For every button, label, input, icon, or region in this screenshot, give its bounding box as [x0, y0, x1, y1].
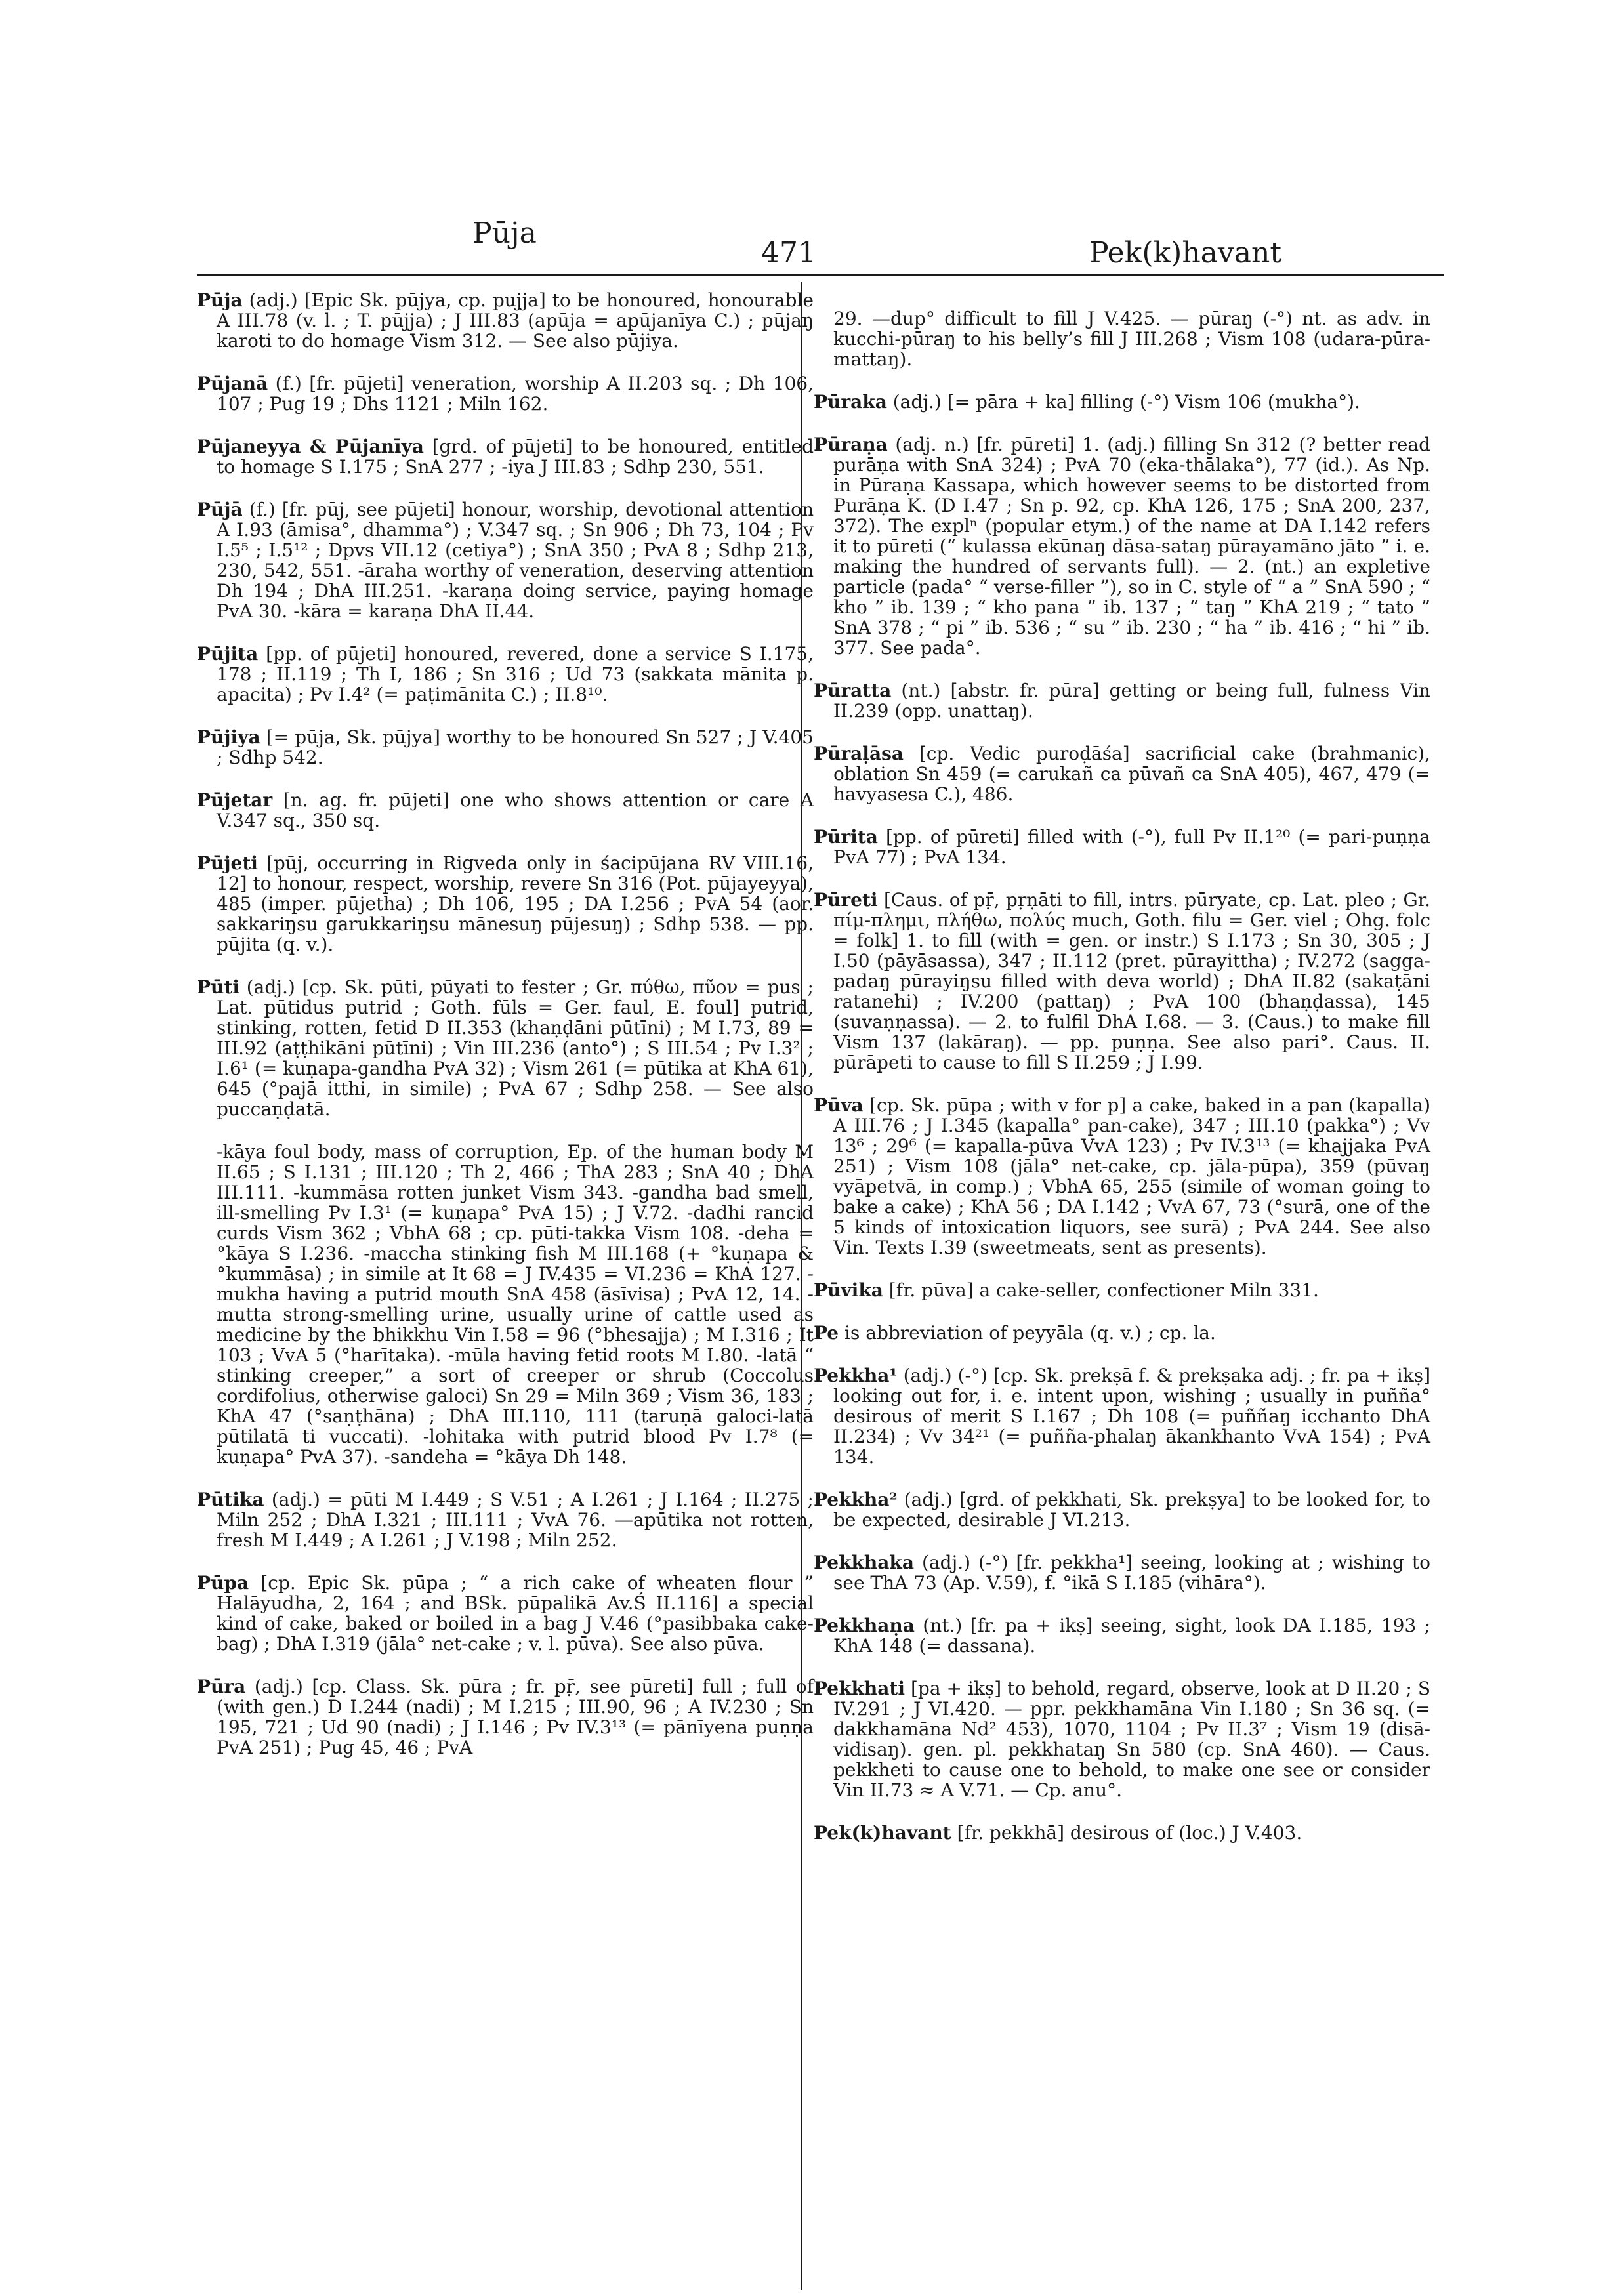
entry-definition: (adj.) = pūti M I.449 ; S V.51 ; A I.261 ; J I.164 ; II.275 ; Miln 252 ; DhA I.321 ; III.111 ; VvA 76. —apūtika not rotten, fresh M I.449 ; A I.261 ; J V.198 ; Miln 252. — [217, 1489, 814, 1551]
dictionary-entry — [197, 727, 814, 768]
entry-headword: Pūtika — [197, 1489, 264, 1510]
entry-headword: Pek(k)havant — [814, 1822, 951, 1844]
dictionary-entry — [814, 827, 1430, 867]
entry-headword: Pūreti — [814, 889, 878, 911]
dictionary-entry — [197, 853, 814, 955]
entry-definition: [fr. pūva] a cake-seller, confectioner Miln 331. — [883, 1279, 1319, 1301]
entry-definition: (adj.) (-°) [fr. pekkha¹] seeing, looking at ; wishing to see ThA 73 (Ap. V.59), f. °ikā S I.185 (vihāra°). — [833, 1552, 1430, 1594]
entry-headword: Pekkha¹ — [814, 1365, 898, 1386]
dictionary-entry — [197, 1676, 814, 1758]
dictionary-entry — [197, 373, 814, 414]
entry-definition: [pūj, occurring in Rigveda only in śacipūjana RV VIII.16, 12] to honour, respect, worship, revere Sn 316 (Pot. pūjayeyya), 485 (imper. pūjetha) ; Dh 106, 195 ; DA I.256 ; PvA 54 (aor. sakkariŋsu garukkariŋsu mānesuŋ pūjesuŋ) ; Sdhp 538. — pp. pūjita (q. v.). — [217, 852, 814, 955]
entry-headword: Pūvika — [814, 1279, 883, 1301]
dictionary-entry — [197, 436, 814, 477]
entry-definition: (adj.) [Epic Sk. pūjya, cp. pujja] to be honoured, honourable A III.78 (v. l. ; T. pūjja) ; J III.83 (apūja = apūjanīya C.) ; pūjaŋ karoti to do homage Vism 312. — See also pūjiya. — [217, 289, 814, 352]
dictionary-entry — [814, 743, 1430, 804]
entry-definition: [fr. pekkhā] desirous of (loc.) J V.403. — [951, 1822, 1302, 1844]
entry-headword: Pūrita — [814, 826, 878, 848]
entry-headword: Pekkhaka — [814, 1552, 914, 1573]
dictionary-entry — [814, 434, 1430, 658]
dictionary-entry — [814, 1678, 1430, 1800]
entry-headword: Pūjā — [197, 499, 243, 520]
dictionary-entry — [814, 1823, 1430, 1843]
running-head-right: Pek(k)havant — [1089, 236, 1282, 270]
entry-definition: (adj.) [cp. Sk. pūti, pūyati to fester ; Gr. πύθω, πῦον = pus ; Lat. pūtidus putrid ; Goth. fūls = Ger. faul, E. foul] putrid, stinking, rotten, fetid D II.353 (khaṇḍāni pūtīni) ; M I.73, 89 = III.92 (aṭṭhikāni pūtīni) ; Vin III.236 (anto°) ; S III.54 ; Pv I.3² ; I.6¹ (= kuṇapa-gandha PvA 32) ; Vism 261 (= pūtika at KhA 61), 645 (°pajā itthi, in simile) ; PvA 67 ; Sdhp 258. — See also puccaṇḍatā. — [217, 976, 814, 1120]
entry-definition: (f.) [fr. pūjeti] veneration, worship A II.203 sq. ; Dh 106, 107 ; Pug 19 ; Dhs 1121 ; Miln 162. — [217, 373, 814, 415]
entry-headword: Pūraḷāsa — [814, 743, 904, 764]
dictionary-entry — [197, 1489, 814, 1550]
right-column — [814, 290, 1430, 1865]
entry-headword: Pūjanā — [197, 373, 268, 394]
entry-definition: (adj.) [= pāra + ka] filling (-°) Vism 106 (mukha°). — [886, 391, 1360, 413]
entry-definition: [pp. of pūjeti] honoured, revered, done a service S I.175, 178 ; II.119 ; Th I, 186 ; Sn 316 ; Ud 73 (sakkata mānita p. apacita) ; Pv I.4² (= paṭimānita C.) ; II.8¹⁰. — [217, 643, 814, 705]
dictionary-entry — [814, 1615, 1430, 1656]
entry-definition: (adj.) [cp. Class. Sk. pūra ; fr. pṝ, see pūreti] full ; full of (with gen.) D I.244 (nadi) ; M I.215 ; III.90, 96 ; A IV.230 ; Sn 195, 721 ; Ud 90 (nadi) ; J I.146 ; Pv IV.3¹³ (= pānīyena puṇṇa PvA 251) ; Pug 45, 46 ; PvA — [217, 1676, 814, 1758]
entry-headword: Pūva — [814, 1094, 864, 1116]
dictionary-entry — [814, 392, 1430, 412]
entry-headword: Pūjetar — [197, 789, 273, 811]
dictionary-entry — [814, 1280, 1430, 1300]
dictionary-entry — [814, 1489, 1430, 1530]
dictionary-entry — [814, 1552, 1430, 1593]
dictionary-entry — [197, 290, 814, 351]
entry-definition: (adj. n.) [fr. pūreti] 1. (adj.) filling Sn 312 (? better read purāṇa with SnA 324) ; PvA 70 (eka-thālaka°), 77 (id.). As Np. in Pūraṇa Kassapa, which however seems to be distorted from Purāṇa K. (D I.47 ; Sn p. 92, cp. KhA 126, 175 ; SnA 200, 237, 372). The explⁿ (popular etym.) of the name at DA I.142 refers it to pūreti (“ kulassa ekūnaŋ dāsa-sataŋ pūrayamāno jāto ” i. e. making the hundred of servants full). — 2. (nt.) an expletive particle (pada° “ verse-filler ”), so in C. style of “ a ” SnA 590 ; “ kho ” ib. 139 ; “ kho pana ” ib. 137 ; “ taŋ ” KhA 219 ; “ tato ” SnA 378 ; “ pi ” ib. 536 ; “ su ” ib. 230 ; “ ha ” ib. 416 ; “ hi ” ib. 377. See pada°. — [833, 434, 1430, 659]
entry-continuation: 29. —dup° difficult to fill J V.425. — pūraŋ (-°) nt. as adv. in kucchi-pūraŋ to his belly’s fill J III.268 ; Vism 108 (udara-pūra-mattaŋ). — [833, 308, 1430, 370]
entry-headword: Pekkhati — [814, 1678, 905, 1699]
dictionary-entry — [814, 890, 1430, 1073]
entry-definition: [grd. of pūjeti] to be honoured, entitled to homage S I.175 ; SnA 277 ; -iya J III.83 ; Sdhp 230, 551. — [217, 436, 814, 478]
page-header — [197, 217, 1444, 276]
entry-headword: Pekkhaṇa — [814, 1615, 915, 1636]
entry-definition: [pp. of pūreti] filled with (-°), full Pv II.1²⁰ (= pari-puṇṇa PvA 77) ; PvA 134. — [833, 826, 1430, 868]
dictionary-entry — [814, 680, 1430, 721]
entry-definition: [cp. Epic Sk. pūpa ; “ a rich cake of wheaten flour ” Halāyudha, 2, 164 ; and BSk. pūpalikā Av.Ś II.116] a special kind of cake, baked or boiled in a bag J V.46 (°pasibbaka cake-bag) ; DhA I.319 (jāla° net-cake ; v. l. pūva). See also pūva. — [217, 1572, 814, 1655]
entry-headword: Pūjeti — [197, 852, 258, 874]
header-rule — [197, 274, 1444, 276]
entry-headword: Pūpa — [197, 1572, 249, 1594]
entry-definition: (adj.) (-°) [cp. Sk. prekṣā f. & prekṣaka adj. ; fr. pa + ikṣ] looking out for, i. e. intent upon, wishing ; usually in puñña° desirous of merit S I.167 ; Dh 108 (= puññaŋ icchanto DhA II.234) ; Vv 34²¹ (= puñña-phalaŋ ākankhanto VvA 154) ; PvA 134. — [833, 1365, 1430, 1468]
dictionary-entry — [814, 1365, 1430, 1467]
entry-definition: (adj.) [grd. of pekkhati, Sk. prekṣya] to be looked for, to be expected, desirable J VI.213. — [833, 1489, 1430, 1531]
entry-headword: Pūratta — [814, 680, 892, 701]
dictionary-entry — [197, 499, 814, 621]
entry-headword: Pūra — [197, 1676, 246, 1697]
entry-definition: (nt.) [fr. pa + ikṣ] seeing, sight, look DA I.185, 193 ; KhA 148 (= dassana). — [833, 1615, 1430, 1657]
entry-headword: Pekkha² — [814, 1489, 898, 1510]
entry-headword: Pūti — [197, 976, 239, 998]
dictionary-entry — [197, 644, 814, 705]
page-number: 471 — [761, 236, 816, 270]
entry-definition: (f.) [fr. pūj, see pūjeti] honour, worship, devotional attention A I.93 (āmisa°, dhamma°) ; V.347 sq. ; Sn 906 ; Dh 73, 104 ; Pv I.5⁵ ; I.5¹² ; Dpvs VII.12 (cetiya°) ; SnA 350 ; PvA 8 ; Sdhp 213, 230, 542, 551. -āraha worthy of veneration, deserving attention Dh 194 ; DhA III.251. -karaṇa doing service, paying homage PvA 30. -kāra = karaṇa DhA II.44. — [217, 499, 814, 622]
entry-definition: [n. ag. fr. pūjeti] one who shows attention or care A V.347 sq., 350 sq. — [217, 789, 814, 831]
entry-headword: Pe — [814, 1322, 839, 1344]
running-head-left: Pūja — [472, 217, 537, 250]
entry-headword: Pūjita — [197, 643, 259, 665]
entry-definition: [Caus. of pṝ, pṛṇāti to fill, intrs. pūryate, cp. Lat. pleo ; Gr. πίμ-πλημι, πλήθω, πολύς much, Goth. filu = Ger. viel ; Ohg. folc = folk] 1. to fill (with = gen. or instr.) S I.173 ; Sn 30, 305 ; J I.50 (pāyāsassa), 347 ; II.112 (pret. pūrayittha) ; IV.272 (sagga-padaŋ pūrayiŋsu filled with deva world) ; DhA II.82 (sakaṭāni ratanehi) ; IV.200 (pattaŋ) ; PvA 100 (bhaṇḍassa), 145 (suvaṇṇassa). — 2. to fulfil DhA I.68. — 3. (Caus.) to make fill Vism 137 (lakāraŋ). — pp. puṇṇa. See also pari°. Caus. II. pūrāpeti to cause to fill S II.259 ; J I.99. — [833, 889, 1430, 1073]
dictionary-entry — [197, 790, 814, 831]
entry-definition: [= pūja, Sk. pūjya] worthy to be honoured Sn 527 ; J V.405 ; Sdhp 542. — [217, 726, 814, 768]
entry-continuation: -kāya foul body, mass of corruption, Ep. of the human body M II.65 ; S I.131 ; III.120 ; Th 2, 466 ; ThA 283 ; SnA 40 ; DhA III.111. -kummāsa rotten junket Vism 343. -gandha bad smell, ill-smelling Pv I.3¹ (= kuṇapa° PvA 15) ; J V.72. -dadhi rancid curds Vism 362 ; VbhA 68 ; cp. pūti-takka Vism 108. -deha = °kāya S I.236. -maccha stinking fish M III.168 (+ °kuṇapa & °kummāsa) ; in simile at It 68 = J IV.435 = VI.236 = KhA 127. -mukha having a putrid mouth SnA 458 (āsīvisa) ; PvA 12, 14. -mutta strong-smelling urine, usually urine of cattle used as medicine by the bhikkhu Vin I.58 = 96 (°bhesajja) ; M I.316 ; It 103 ; VvA 5 (°harītaka). -mūla having fetid roots M I.80. -latā “ stinking creeper,” a sort of creeper or shrub (Coccolus cordifolius, otherwise galoci) Sn 29 = Miln 369 ; Vism 36, 183 ; KhA 47 (°saṇṭhāna) ; DhA III.110, 111 (taruṇā galoci-latā pūtilatā ti vuccati). -lohitaka with putrid blood Pv I.7⁸ (= kuṇapa° PvA 37). -sandeha = °kāya Dh 148. — [217, 1141, 814, 1468]
entry-headword: Pūjaneyya & Pūjanīya — [197, 436, 424, 457]
dictionary-entry — [197, 977, 814, 1119]
entry-definition: [pa + ikṣ] to behold, regard, observe, look at D II.20 ; S IV.291 ; J VI.420. — ppr. pekkhamāna Vin I.180 ; Sn 36 sq. (= dakkhamāna Nd² 453), 1070, 1104 ; Pv II.3⁷ ; Vism 19 (disā-vidisaŋ). gen. pl. pekkhataŋ Sn 580 (cp. SnA 460). — Caus. pekkheti to cause one to behold, to make one see or consider Vin II.73 ≈ A V.71. — Cp. anu°. — [833, 1678, 1430, 1801]
left-column — [197, 290, 814, 1780]
dictionary-entry — [814, 1095, 1430, 1258]
dictionary-entry — [814, 1323, 1430, 1343]
entry-definition: is abbreviation of peyyāla (q. v.) ; cp. la. — [839, 1322, 1216, 1344]
entry-headword: Pūjiya — [197, 726, 260, 748]
entry-definition: (nt.) [abstr. fr. pūra] getting or being full, fulness Vin II.239 (opp. unattaŋ). — [833, 680, 1430, 722]
entry-headword: Pūja — [197, 289, 243, 311]
dictionary-entry — [197, 1573, 814, 1654]
entry-headword: Pūraka — [814, 391, 887, 413]
entry-definition: [cp. Vedic puroḍāśa] sacrificial cake (brahmanic), oblation Sn 459 (= carukañ ca pūvañ ca SnA 405), 467, 479 (= havyasesa C.), 486. — [833, 743, 1430, 805]
entry-headword: Pūraṇa — [814, 434, 888, 455]
entry-definition: [cp. Sk. pūpa ; with v for p] a cake, baked in a pan (kapalla) A III.76 ; J I.345 (kapalla° pan-cake), 347 ; III.10 (pakka°) ; Vv 13⁶ ; 29⁶ (= kapalla-pūva VvA 123) ; Pv IV.3¹³ (= khajjaka PvA 251) ; Vism 108 (jāla° net-cake, cp. jāla-pūpa), 359 (pūvaŋ vyāpetvā, in comp.) ; VbhA 65, 255 (simile of woman going to bake a cake) ; KhA 56 ; DA I.142 ; VvA 67, 73 (°surā, one of the 5 kinds of intoxication liquors, see surā) ; PvA 244. See also Vin. Texts I.39 (sweetmeats, sent as presents). — [833, 1094, 1430, 1258]
